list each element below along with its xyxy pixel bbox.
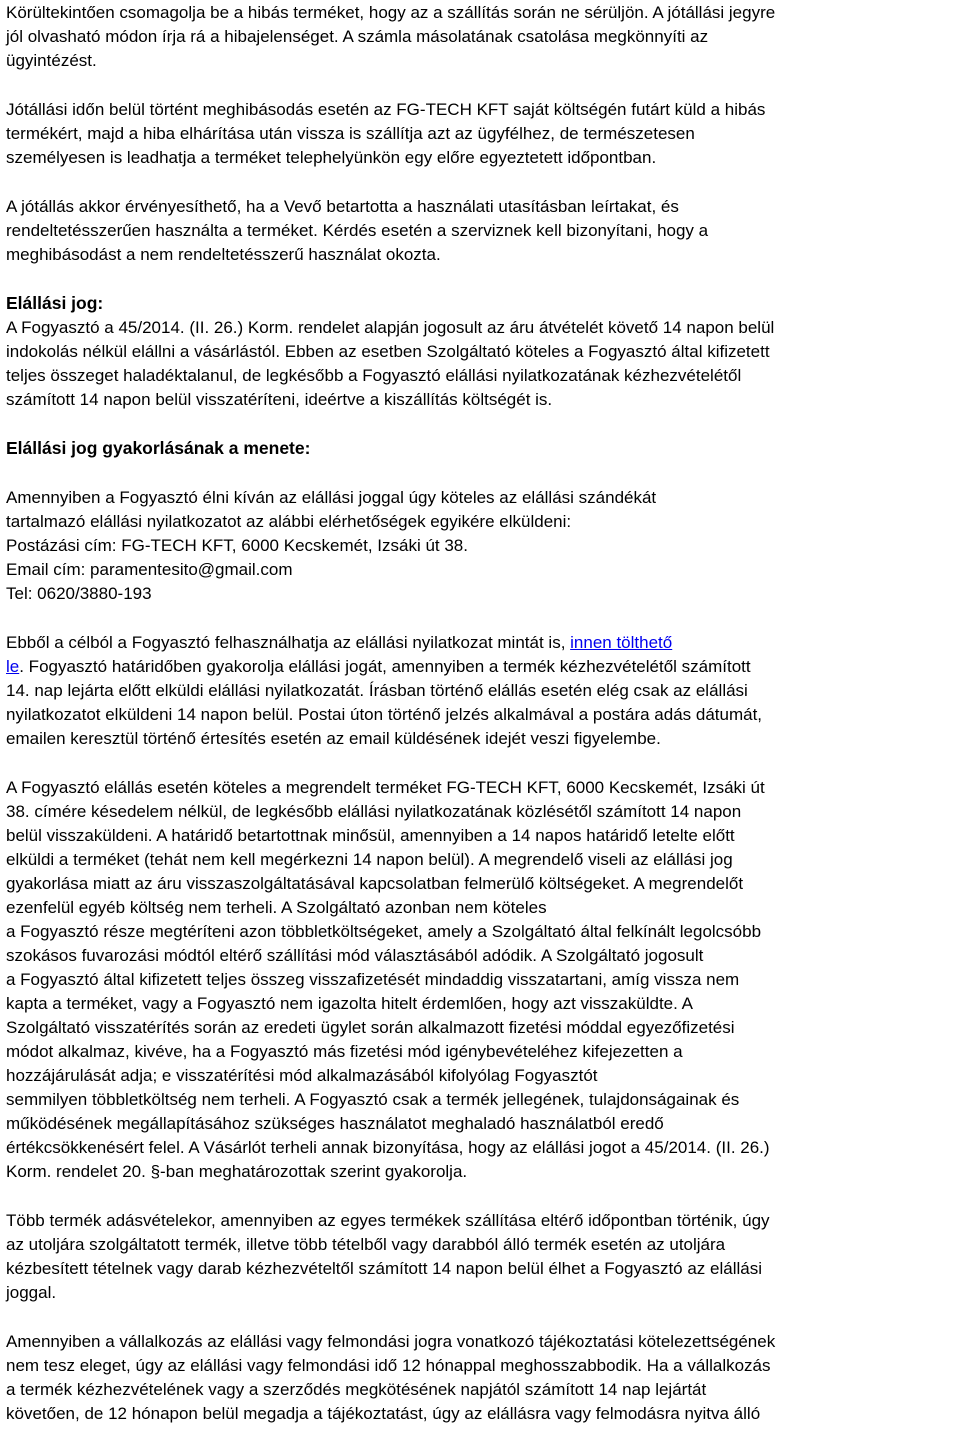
paragraph-form-line: nyilatkozatot elküldeni 14 napon belül. Postai úton történő jelzés alkalmával a postára adás dátumát, — [6, 705, 763, 724]
paragraph-withdrawal-line: indokolás nélkül elállni a vásárlástól. Ebben az esetben Szolgáltató köteles a Fogyasztó által kifizetett — [6, 342, 770, 361]
paragraph-return-line: belül visszaküldeni. A határidő betartottnak minősül, amennyiben a 14 napos határidő letelte előtt — [6, 826, 735, 845]
paragraph-warranty-line: Jótállási időn belül történt meghibásodás esetén az FG-TECH KFT saját költségén futárt küld a hibás — [6, 100, 766, 119]
paragraph-form-text: . Fogyasztó határidőben gyakorolja elállási jogát, amennyiben a termék kézhezvételétől számított — [19, 657, 751, 676]
paragraph-return-line: a Fogyasztó része megtéríteni azon többletköltségeket, amely a Szolgáltató által felkínált legolcsóbb — [6, 922, 762, 941]
paragraph-intro-line: Körültekintően csomagolja be a hibás terméket, hogy az a szállítás során ne sérüljön. A jótállási jegyre — [6, 3, 776, 22]
paragraph-withdrawal-line: A Fogyasztó a 45/2014. (II. 26.) Korm. rendelet alapján jogosult az áru átvételét követő 14 napon belül — [6, 318, 775, 337]
paragraph-return-line: ezenfelül egyéb költség nem terheli. A Szolgáltató azonban nem köteles — [6, 898, 547, 917]
paragraph-return-line: értékcsökkenésért felel. A Vásárlót terheli annak bizonyítása, hogy az elállási jogot a 45/2014. (II. 26.) — [6, 1138, 770, 1157]
paragraph-intro-line: ügyintézést. — [6, 51, 97, 70]
paragraph-withdrawal-line: teljes összeget haladéktalanul, de legkésőbb a Fogyasztó elállási nyilatkozatának kézhezvételétől — [6, 366, 742, 385]
paragraph-contact-line: Amennyiben a Fogyasztó élni kíván az elállási joggal úgy köteles az elállási szándékát — [6, 488, 657, 507]
paragraph-return-line: kapta a terméket, vagy a Fogyasztó nem igazolta hitelt érdemlően, hogy azt visszaküldte. A — [6, 994, 693, 1013]
paragraph-form-line — [6, 632, 672, 653]
paragraph-intro-line: jól olvasható módon írja rá a hibajelenséget. A számla másolatának csatolása megkönnyíti az — [6, 27, 709, 46]
paragraph-form-line: emailen keresztül történő értesítés esetén az email küldésének idejét veszi figyelembe. — [6, 729, 661, 748]
paragraph-return-line: semmilyen többletköltség nem terheli. A Fogyasztó csak a termék jellegének, tulajdonságainak és — [6, 1090, 740, 1109]
paragraph-return-line: elküldi a terméket (tehát nem kell megérkezni 14 napon belül). A megrendelő viseli az elállási jog — [6, 850, 733, 869]
heading-withdrawal-procedure: Elállási jog gyakorlásának a menete: — [6, 438, 311, 458]
paragraph-business-line: a termék kézhezvételének vagy a szerződés megkötésének napjától számított 14 nap lejártát — [6, 1380, 707, 1399]
paragraph-return-line: módot alkalmaz, kivéve, ha a Fogyasztó más fizetési mód igénybevételéhez kifejezetten a — [6, 1042, 683, 1061]
email-address: Email cím: paramentesito@gmail.com — [6, 560, 293, 579]
form-download-link[interactable]: innen tölthető — [570, 633, 673, 652]
postal-address: Postázási cím: FG-TECH KFT, 6000 Kecskemét, Izsáki út 38. — [6, 536, 468, 555]
paragraph-form-line — [6, 656, 751, 677]
paragraph-warranty-line: személyesen is leadhatja a terméket telephelyünkön egy előre egyeztetett időpontban. — [6, 148, 657, 167]
paragraph-multi-product-line: kézbesített tételnek vagy darab kézhezvételtől számított 14 napon belül élhet a Fogyasztó az elállási — [6, 1259, 763, 1278]
paragraph-return-line: működésének megállapításához szükséges használatot meghaladó használatból eredő — [6, 1114, 664, 1133]
paragraph-return-line: hozzájárulását adja; e visszatérítési mód alkalmazásából kifolyólag Fogyasztót — [6, 1066, 598, 1085]
paragraph-return-line: A Fogyasztó elállás esetén köteles a megrendelt terméket FG-TECH KFT, 6000 Kecskemét, Izsáki út — [6, 778, 765, 797]
paragraph-conditions-line: A jótállás akkor érvényesíthető, ha a Vevő betartotta a használati utasításban leírtakat, és — [6, 197, 679, 216]
paragraph-return-line: a Fogyasztó által kifizetett teljes összeg visszafizetését mindaddig visszatartani, amíg vissza nem — [6, 970, 740, 989]
paragraph-warranty-line: termékért, majd a hiba elhárítása után vissza is szállítja azt az ügyfélhez, de természetesen — [6, 124, 695, 143]
paragraph-return-line: 38. címére késedelem nélkül, de legkésőbb elállási nyilatkozatának közlésétől számított 14 napon — [6, 802, 742, 821]
paragraph-multi-product-line: Több termék adásvételekor, amennyiben az egyes termékek szállítása eltérő időpontban történik, úgy — [6, 1211, 770, 1230]
paragraph-form-text: Ebből a célból a Fogyasztó felhasználhatja az elállási nyilatkozat mintát is, — [6, 633, 571, 652]
paragraph-form-line: 14. nap lejárta előtt elküldi elállási nyilatkozatát. Írásban történő elállás esetén elég csak az elállási — [6, 681, 748, 700]
paragraph-return-line: Szolgáltató visszatérítés során az eredeti ügylet során alkalmazott fizetési móddal egyezőfizetési — [6, 1018, 735, 1037]
paragraph-return-line: Korm. rendelet 20. §-ban meghatározottak szerint gyakorolja. — [6, 1162, 468, 1181]
phone-number: Tel: 0620/3880-193 — [6, 584, 152, 603]
paragraph-contact-line: tartalmazó elállási nyilatkozatot az alábbi elérhetőségek egyikére elküldeni: — [6, 512, 572, 531]
paragraph-withdrawal-line: számított 14 napon belül visszatéríteni, ideértve a kiszállítás költségét is. — [6, 390, 553, 409]
heading-withdrawal-right: Elállási jog: — [6, 293, 104, 313]
paragraph-business-line: követően, de 12 hónapon belül megadja a tájékoztatást, úgy az elállásra vagy felmodásra nyitva álló — [6, 1404, 761, 1423]
paragraph-conditions-line: rendeltetésszerűen használta a terméket. Kérdés esetén a szerviznek kell bizonyítani, hogy a — [6, 221, 709, 240]
paragraph-return-line: szokásos fuvarozási módtól eltérő szállítási mód választásából adódik. A Szolgáltató jogosult — [6, 946, 704, 965]
paragraph-business-line: nem tesz eleget, úgy az elállási vagy felmondási idő 12 hónappal meghosszabbodik. Ha a vállalkozás — [6, 1356, 771, 1375]
paragraph-multi-product-line: joggal. — [6, 1283, 57, 1302]
paragraph-business-line: Amennyiben a vállalkozás az elállási vagy felmondási jogra vonatkozó tájékoztatási kötelezettségének — [6, 1332, 776, 1351]
paragraph-return-line: gyakorlása miatt az áru visszaszolgáltatásával kapcsolatban felmerülő költségeket. A megrendelőt — [6, 874, 744, 893]
paragraph-multi-product-line: az utoljára szolgáltatott termék, illetve több tételből vagy darabból álló termék esetén az utoljára — [6, 1235, 726, 1254]
paragraph-conditions-line: meghibásodást a nem rendeltetésszerű használat okozta. — [6, 245, 441, 264]
form-download-link-continued[interactable]: le — [6, 657, 20, 676]
